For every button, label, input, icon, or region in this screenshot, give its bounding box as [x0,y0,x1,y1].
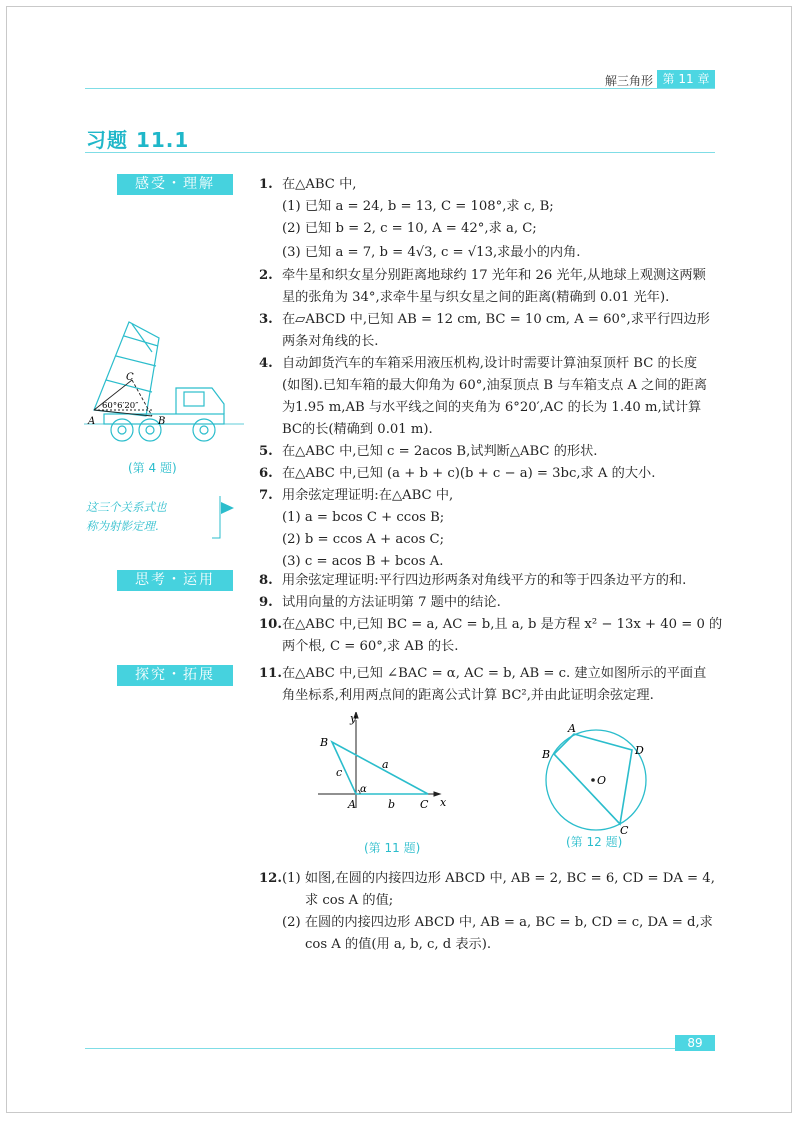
problem-text: 在△ABC 中,已知 ∠BAC = α, AC = b, AB = c. 建立如图所示的平面直 [282,666,707,681]
label-B: B [542,748,551,761]
problem-text: 自动卸货汽车的车箱采用液压机构,设计时需要计算油泵顶杆 BC 的长度 [282,356,698,371]
label-alpha: α [360,784,367,795]
title-rule [85,152,715,153]
label-angle: 60°6′20″ [102,401,139,411]
page-number: 89 [675,1035,715,1051]
note-bracket [212,494,236,544]
label-C: C [620,824,629,836]
dump-truck-figure [84,312,244,452]
section-label-explore: 探究・拓展 [117,665,233,686]
problem-text: (1) 如图,在圆的内接四边形 ABCD 中, AB = 2, BC = 6, CD = DA = 4, [282,871,715,886]
problems-block-2 [259,570,724,658]
triangle-ABC [332,742,428,794]
section-label-understand: 感受・理解 [117,174,233,195]
problem-number: 12. [259,871,282,886]
problems-block-3 [259,663,724,707]
label-A: A [88,416,96,427]
running-header-chapter: 第 11 章 [657,70,715,88]
problem-number: 2. [259,268,273,283]
header-rule [85,88,715,89]
problem-text: 为1.95 m,AB 与水平线之间的夹角为 6°20′,AC 的长为 1.40 m,试计算 [282,400,702,415]
problem-number: 6. [259,466,273,481]
problem-text: 在△ABC 中,已知 (a + b + c)(b + c − a) = 3bc,求 A 的大小. [282,466,656,481]
problems-block-1 [259,174,724,573]
problem-text: cos A 的值(用 a, b, c, d 表示). [305,937,492,952]
problem-number: 11. [259,666,282,681]
problem-text: 两个根, C = 60°,求 AB 的长. [282,639,459,654]
problem-text: 在▱ABCD 中,已知 AB = 12 cm, BC = 10 cm, A = 60°,求平行四边形 [282,312,710,327]
problem-text: 求 cos A 的值; [305,893,394,908]
center-point [591,778,595,782]
caption-fig11: (第 11 题) [364,841,421,855]
label-a: a [382,758,389,771]
problem-text: (2) 已知 b = 2, c = 10, A = 42°,求 a, C; [282,221,537,236]
problem-text: (1) 已知 a = 24, b = 13, C = 108°,求 c, B; [282,199,554,214]
problem-number: 1. [259,177,273,192]
note-line: 这三个关系式也 [86,500,167,514]
problem-text: 在△ABC 中,已知 BC = a, AC = b,且 a, b 是方程 x² − 13x + 40 = 0 的 [282,617,723,632]
label-y: y [350,712,357,725]
label-B: B [320,736,329,749]
triangle-figure [310,712,460,812]
footer-rule [85,1048,675,1049]
label-A: A [348,798,356,811]
label-x: x [440,796,447,809]
problem-text: (3) 已知 a = 7, b = 4√3, c = √13,求最小的内角. [282,245,581,260]
problem-text: (2) b = ccos A + acos C; [282,532,445,547]
problem-text: (3) c = acos B + bcos A. [282,554,444,569]
caption-fig4: (第 4 题) [128,461,177,475]
problem-number: 5. [259,444,273,459]
problem-text: BC的长(精确到 0.01 m). [282,422,433,437]
note-line: 称为射影定理. [86,519,159,533]
problem-number: 3. [259,312,273,327]
label-B: B [158,416,166,427]
circle [546,730,646,830]
problem-number: 7. [259,488,273,503]
problem-text: (1) a = bcos C + ccos B; [282,510,445,525]
label-D: D [635,744,644,757]
problem-number: 10. [259,617,282,632]
exercise-title: 习题 11.1 [86,128,190,152]
problem-text: 角坐标系,利用两点间的距离公式计算 BC²,并由此证明余弦定理. [282,688,654,703]
caption-fig12: (第 12 题) [566,835,623,849]
label-c: c [336,766,343,779]
truck-wheel [111,419,133,441]
label-C: C [126,372,134,383]
label-b: b [388,798,396,811]
problem-text: 在△ABC 中,已知 c = 2acos B,试判断△ABC 的形状. [282,444,598,459]
label-C: C [420,798,429,811]
problem-text: 星的张角为 34°,求牵牛星与织女星之间的距离(精确到 0.01 光年). [282,290,670,305]
note-arrow-icon [221,502,234,514]
problem-number: 8. [259,573,273,588]
problem-text: (如图).已知车箱的最大仰角为 60°,油泵顶点 B 与车箱支点 A 之间的距离 [282,378,708,393]
problem-text: 在△ABC 中, [282,177,357,192]
problem-text: 两条对角线的长. [282,334,379,349]
problem-text: (2) 在圆的内接四边形 ABCD 中, AB = a, BC = b, CD = c, DA = d,求 [282,915,713,930]
problem-number: 9. [259,595,273,610]
problem-text: 用余弦定理证明:平行四边形两条对角线平方的和等于四条边平方的和. [282,573,687,588]
running-header-section: 解三角形 [605,74,654,88]
problems-block-4 [259,868,724,956]
margin-note [86,498,216,536]
problem-text: 试用向量的方法证明第 7 题中的结论. [282,595,501,610]
problem-text: 牵牛星和织女星分别距离地球约 17 光年和 26 光年,从地球上观测这两颗 [282,268,706,283]
problem-number: 4. [259,356,273,371]
cyclic-quadrilateral-figure [530,720,660,836]
label-A: A [568,722,576,735]
problem-text: 用余弦定理证明:在△ABC 中, [282,488,454,503]
section-label-apply: 思考・运用 [117,570,233,591]
truck-wheel [193,419,215,441]
label-O: O [597,774,607,787]
